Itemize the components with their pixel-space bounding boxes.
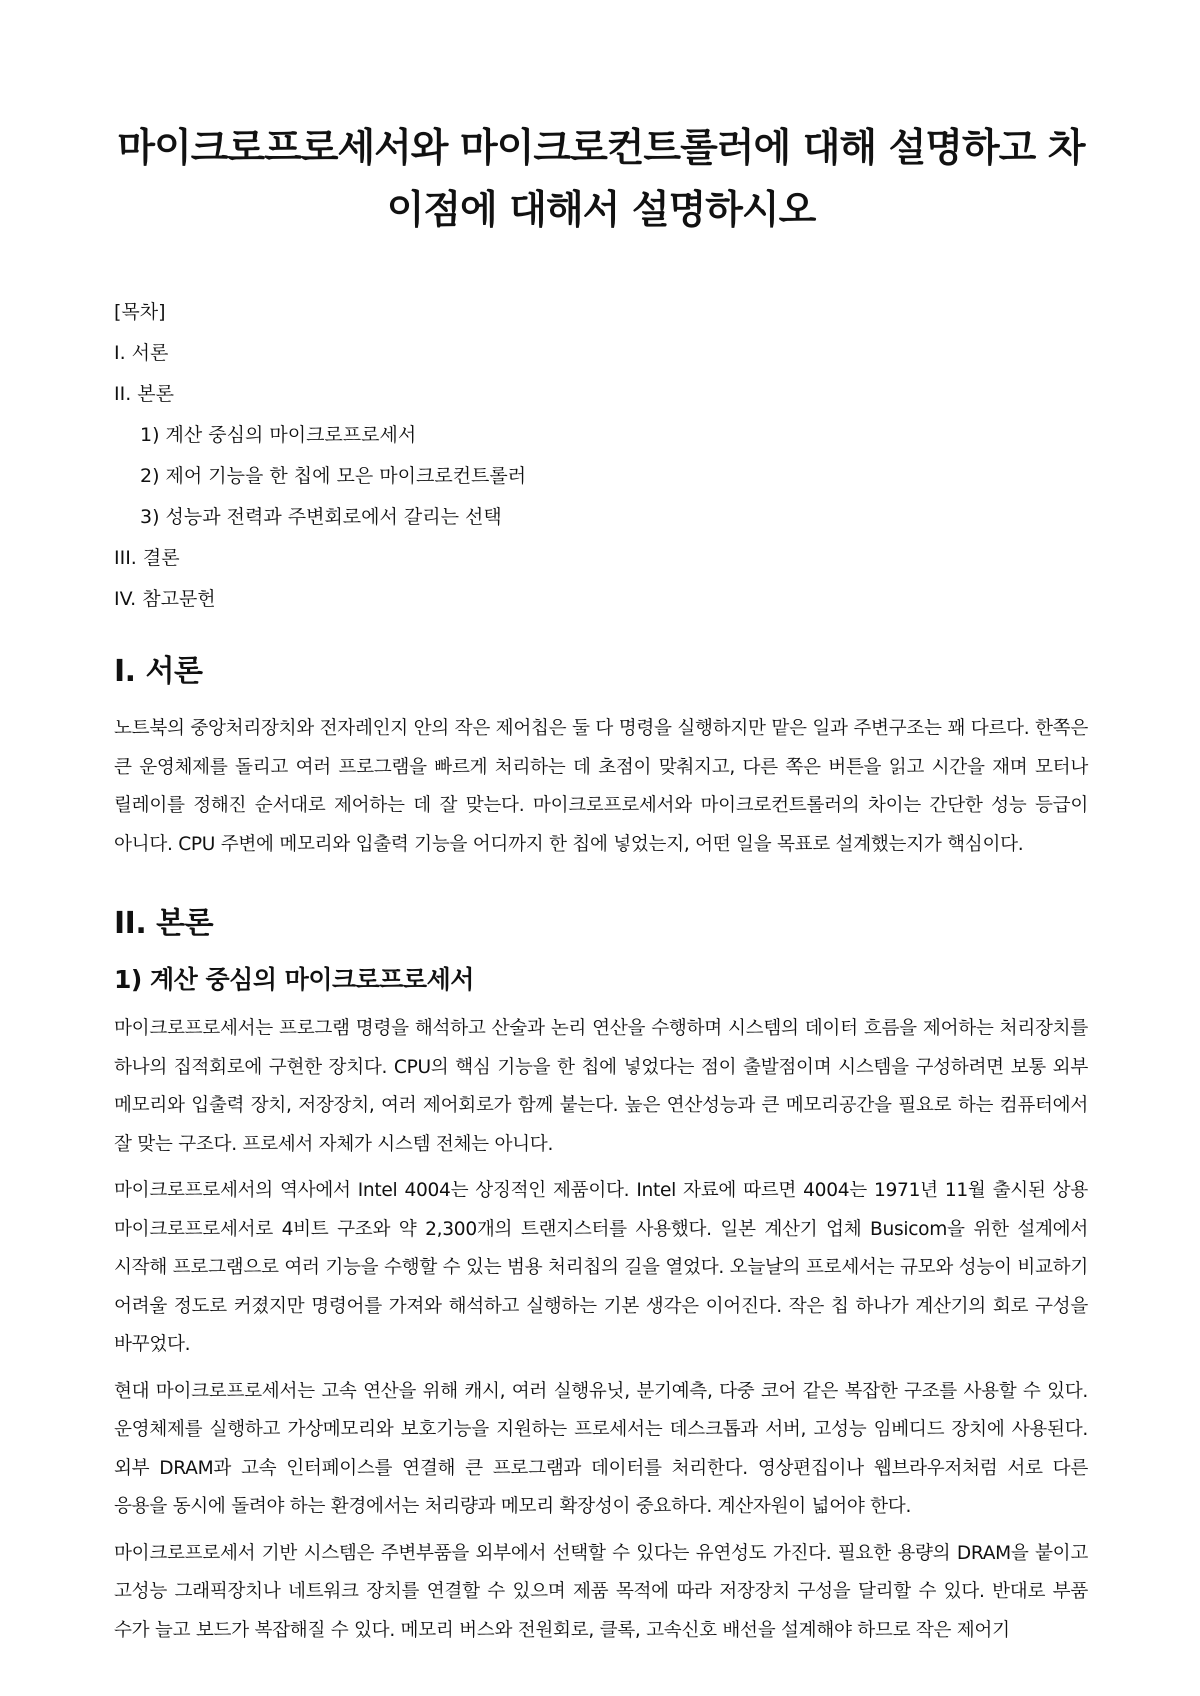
spacer	[114, 872, 1088, 896]
toc-item: 3) 성능과 전력과 주변회로에서 갈리는 선택	[140, 506, 502, 528]
toc-item: II. 본론	[114, 383, 174, 405]
toc-item: 1) 계산 중심의 마이크로프로세서	[140, 424, 417, 446]
intro-paragraph: 노트북의 중앙처리장치와 전자레인지 안의 작은 제어칩은 둘 다 명령을 실행하지만 맡은 일과 주변구조는 꽤 다르다. 한쪽은 큰 운영체제를 돌리고 여러 프로그램을 빠르게 처리하는 데 초점이 맞춰지고, 다른 쪽은 버튼을 읽고 시간을 재며 모터나 릴레이를 정해진 순서대로 제어하는 데 잘 맞는다. 마이크로프로세서와 마이크로컨트롤러의 차이는 간단한 성능 등급이 아니다. CPU 주변에 메모리와 입출력 기능을 어디까지 한 칩에 넣었는지, 어떤 일을 목표로 설계했는지가 핵심이다.	[114, 718, 1088, 855]
body-paragraph: 마이크로프로세서는 프로그램 명령을 해석하고 산술과 논리 연산을 수행하며 시스템의 데이터 흐름을 제어하는 처리장치를 하나의 집적회로에 구현한 장치다. CPU의 핵심 기능을 한 칩에 넣었다는 점이 출발점이며 시스템을 구성하려면 보통 외부 메모리와 입출력 장치, 저장장치, 여러 제어회로가 함께 붙는다. 높은 연산성능과 큰 메모리공간을 필요로 하는 컴퓨터에서 잘 맞는 구조다. 프로세서 자체가 시스템 전체는 아니다.	[114, 1018, 1088, 1155]
body-paragraph: 마이크로프로세서의 역사에서 Intel 4004는 상징적인 제품이다. Intel 자료에 따르면 4004는 1971년 11월 출시된 상용 마이크로프로세서로 4비트 구조와 약 2,300개의 트랜지스터를 사용했다. 일본 계산기 업체 Busicom을 위한 설계에서 시작해 프로그램으로 여러 기능을 수행할 수 있는 범용 처리칩의 길을 열었다. 오늘날의 프로세서는 규모와 성능이 비교하기 어려울 정도로 커졌지만 명령어를 가져와 해석하고 실행하는 기본 생각은 이어진다. 작은 칩 하나가 계산기의 회로 구성을 바꾸었다.	[114, 1180, 1088, 1355]
toc-heading: [목차]	[114, 301, 166, 323]
section-heading-body: II. 본론	[114, 906, 214, 941]
body-paragraph: 마이크로프로세서 기반 시스템은 주변부품을 외부에서 선택할 수 있다는 유연성도 가진다. 필요한 용량의 DRAM을 붙이고 고성능 그래픽장치나 네트워크 장치를 연결할 수 있으며 제품 목적에 따라 저장장치 구성을 달리할 수 있다. 반대로 부품 수가 늘고 보드가 복잡해질 수 있다. 메모리 버스와 전원회로, 클록, 고속신호 배선을 설계해야 하므로 작은 제어기	[114, 1542, 1088, 1641]
toc-item: 2) 제어 기능을 한 칩에 모은 마이크로컨트롤러	[140, 465, 527, 487]
toc-item: III. 결론	[114, 547, 180, 569]
toc-item: IV. 참고문헌	[114, 588, 216, 610]
table-of-contents	[114, 333, 1088, 620]
toc-item: I. 서론	[114, 342, 169, 364]
subsection-heading-microprocessor: 1) 계산 중심의 마이크로프로세서	[114, 965, 474, 994]
section-heading-intro: I. 서론	[114, 654, 203, 689]
body-paragraph: 현대 마이크로프로세서는 고속 연산을 위해 캐시, 여러 실행유닛, 분기예측, 다중 코어 같은 복잡한 구조를 사용할 수 있다. 운영체제를 실행하고 가상메모리와 보호기능을 지원하는 프로세서는 데스크톱과 서버, 고성능 임베디드 장치에 사용된다. 외부 DRAM과 고속 인터페이스를 연결해 큰 프로그램과 데이터를 처리한다. 영상편집이나 웹브라우저처럼 서로 다른 응용을 동시에 돌려야 하는 환경에서는 처리량과 메모리 확장성이 중요하다. 계산자원이 넓어야 한다.	[114, 1380, 1088, 1517]
document-title: 마이크로프로세서와 마이크로컨트롤러에 대해 설명하고 차이점에 대해서 설명하시오	[117, 126, 1085, 233]
